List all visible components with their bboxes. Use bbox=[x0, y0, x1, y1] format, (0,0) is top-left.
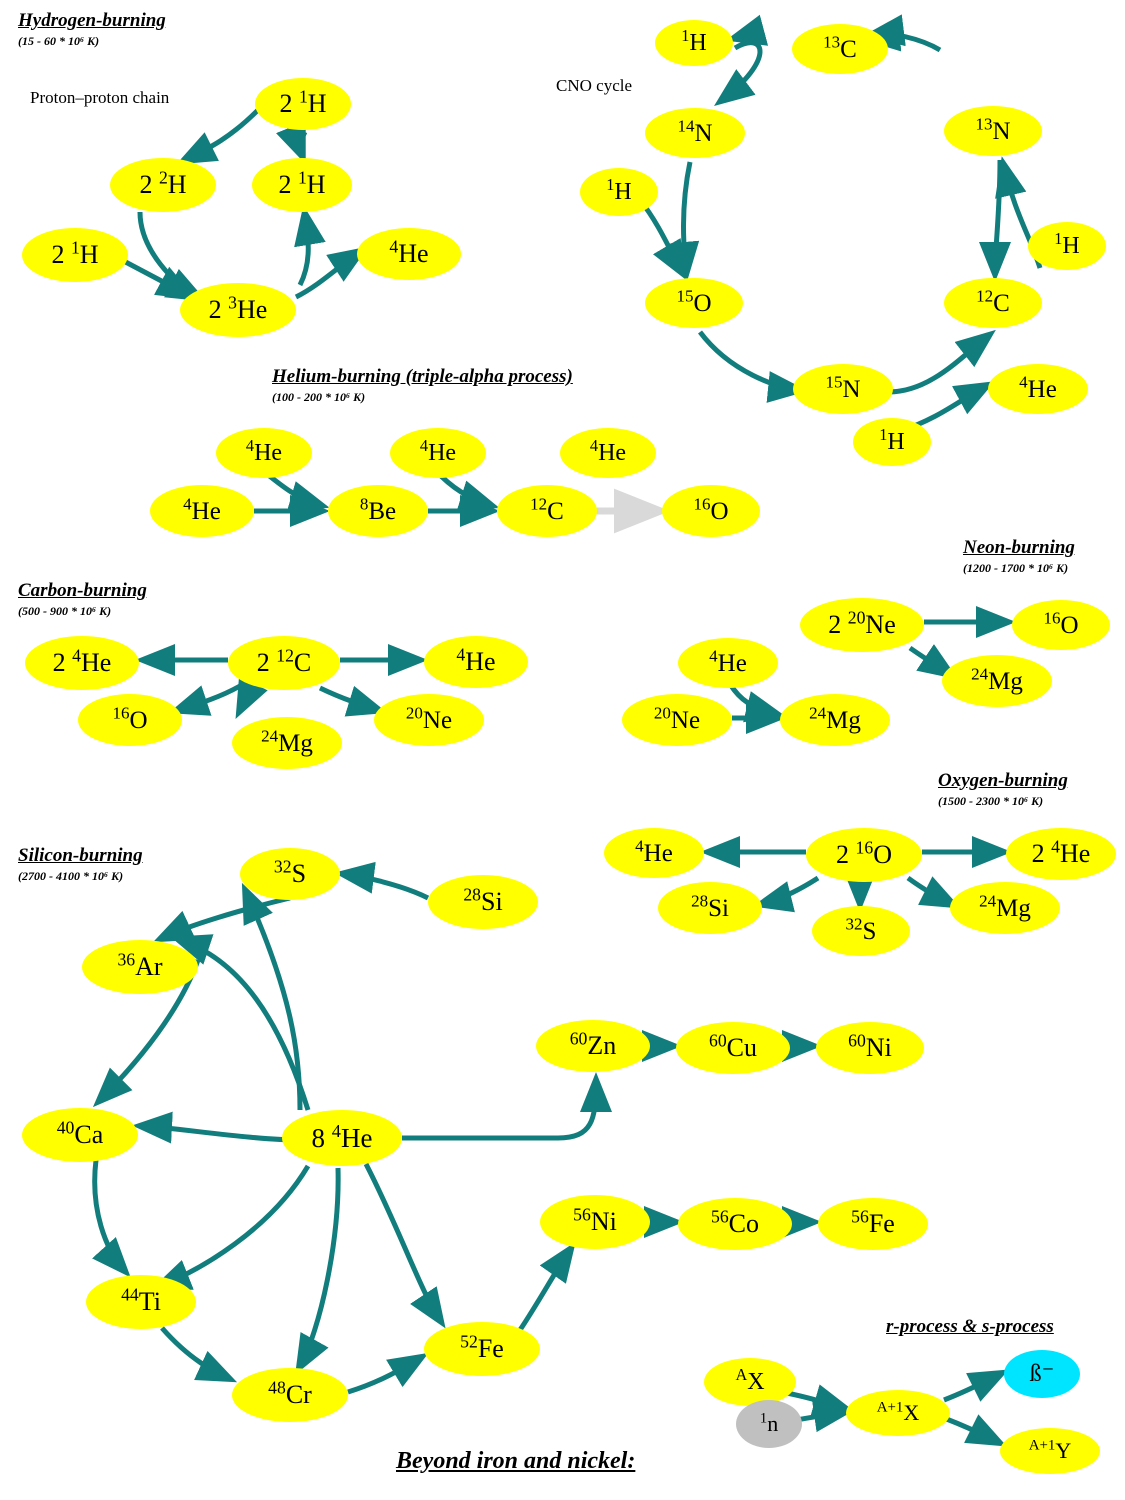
nuclide-rs-n1 bbox=[736, 1400, 802, 1448]
nuclide-he-he4-a bbox=[216, 428, 312, 478]
nuclide-cno-h1-right bbox=[1028, 222, 1106, 270]
nuclide-rs-ax bbox=[704, 1358, 796, 1406]
heading-hydrogen bbox=[18, 10, 166, 49]
nuclide-nb-mg24-b bbox=[780, 694, 890, 746]
heading-title: Hydrogen-burning bbox=[18, 10, 166, 31]
nuclide-label: $^4$He bbox=[389, 236, 429, 268]
nuclide-label: $^4$He bbox=[245, 436, 283, 466]
nuclide-label: 8 $^4$He bbox=[311, 1120, 373, 1153]
heading-title: Carbon-burning bbox=[18, 580, 147, 601]
nuclide-label: $^1$H bbox=[606, 175, 632, 205]
nuclide-label: 2 $^1$H bbox=[278, 167, 326, 199]
nuclide-label: ß⁻ bbox=[1029, 1361, 1055, 1387]
heading-sub: (15 - 60 * 10⁶ K) bbox=[18, 34, 100, 48]
nuclide-label: $^1$H bbox=[879, 425, 905, 455]
nuclide-label: $^{24}$Mg bbox=[979, 891, 1031, 922]
nuclide-label: 2 $^3$He bbox=[208, 292, 268, 324]
nuclide-si-fe52 bbox=[424, 1322, 540, 1376]
nuclide-label: $^1$H bbox=[681, 26, 707, 56]
nuclide-nb-o16 bbox=[1012, 600, 1110, 650]
nuclide-label: $^{13}$N bbox=[975, 114, 1011, 145]
nuclide-label: $^{56}$Co bbox=[710, 1206, 759, 1238]
nuclide-label: $^{32}$S bbox=[273, 856, 307, 888]
nuclide-ob-si28 bbox=[658, 882, 762, 934]
heading-neon bbox=[963, 537, 1075, 576]
nuclide-cno-n15 bbox=[793, 364, 893, 414]
nuclide-label: $^{20}$Ne bbox=[405, 703, 453, 734]
nuclide-cb-2he4 bbox=[25, 636, 139, 690]
nuclide-label: $^{16}$O bbox=[112, 703, 148, 734]
nuclide-label: $^{24}$Mg bbox=[261, 726, 313, 757]
nuclide-si-ar36 bbox=[82, 940, 198, 994]
nuclide-label: $^{14}$N bbox=[677, 116, 713, 147]
nuclide-si-co56 bbox=[678, 1198, 792, 1250]
heading-sub: (1200 - 1700 * 10⁶ K) bbox=[963, 561, 1069, 575]
nuclide-label: $^{32}$S bbox=[845, 914, 877, 945]
heading-oxygen bbox=[938, 770, 1068, 809]
nuclide-label: $^4$He bbox=[183, 494, 221, 525]
nuclide-he-c12 bbox=[497, 485, 597, 537]
nuclide-label: $^{52}$Fe bbox=[460, 1331, 504, 1363]
nuclide-label: $^{60}$Ni bbox=[848, 1030, 892, 1062]
nuclide-nb-ne20 bbox=[622, 694, 732, 746]
nuclide-pp-2h1-right bbox=[252, 158, 352, 212]
nuclide-rs-a1y bbox=[1000, 1428, 1100, 1474]
nuclide-label: $^8$Be bbox=[359, 494, 397, 525]
heading-silicon bbox=[18, 845, 143, 884]
heading-sub: (100 - 200 * 10⁶ K) bbox=[272, 390, 366, 404]
nuclide-label: $^1$H bbox=[1054, 229, 1080, 259]
nuclide-label: $^{12}$C bbox=[530, 494, 564, 525]
heading-title: Oxygen-burning bbox=[938, 770, 1068, 791]
nuclide-pp-he4 bbox=[357, 228, 461, 280]
nuclide-label: $^{13}$C bbox=[823, 32, 857, 63]
nuclide-he-he4-b bbox=[390, 428, 486, 478]
nuclide-si-fe56 bbox=[818, 1198, 928, 1250]
heading-title: Neon-burning bbox=[963, 537, 1075, 558]
nuclide-si-ti44 bbox=[86, 1275, 196, 1329]
heading-helium bbox=[272, 366, 573, 405]
nuclide-si-s32 bbox=[240, 848, 340, 900]
nuclide-ob-mg24 bbox=[950, 882, 1060, 934]
nuclide-cb-o16 bbox=[78, 694, 182, 746]
nuclide-label: $^4$He bbox=[589, 436, 627, 466]
nuclide-he-be8 bbox=[328, 485, 428, 537]
nuclide-si-zn60 bbox=[536, 1020, 650, 1072]
label-proton-proton-chain: Proton–proton chain bbox=[30, 88, 170, 107]
nuclide-label: $^{15}$O bbox=[676, 286, 712, 317]
nuclide-label: 2 $^{20}$Ne bbox=[828, 607, 896, 639]
nuclide-ob-2he4 bbox=[1006, 828, 1116, 880]
nuclide-label: 2 $^1$H bbox=[279, 86, 327, 118]
nuclide-cno-h1-top bbox=[655, 20, 733, 66]
nuclide-label: $^4$He bbox=[456, 644, 496, 676]
nuclide-cno-h1-bottom bbox=[853, 418, 931, 466]
nuclide-label: 2 $^4$He bbox=[52, 645, 112, 677]
nuclide-label: 2 $^{16}$O bbox=[836, 837, 892, 869]
heading-title: r-process & s-process bbox=[886, 1316, 1054, 1337]
nuclide-label: $^{60}$Zn bbox=[569, 1028, 617, 1060]
nuclide-label: 2 $^1$H bbox=[51, 237, 99, 269]
nuclide-label: $^{A+1}$X bbox=[876, 1399, 920, 1425]
nuclide-nb-he4 bbox=[678, 638, 778, 688]
label-cno-cycle: CNO cycle bbox=[556, 76, 633, 95]
nuclide-si-ca40 bbox=[22, 1108, 138, 1162]
nuclide-label: $^{24}$Mg bbox=[809, 703, 861, 734]
nuclide-cb-c12 bbox=[228, 636, 340, 690]
nuclide-ob-2o16 bbox=[806, 828, 922, 882]
nuclide-he-he4-start bbox=[150, 485, 254, 537]
nuclide-he-o16 bbox=[662, 485, 760, 537]
nuclide-label: $^{28}$Si bbox=[463, 884, 503, 916]
nuclide-rs-beta bbox=[1004, 1350, 1080, 1398]
heading-carbon bbox=[18, 580, 147, 619]
nuclide-label: $^1$n bbox=[759, 1410, 779, 1436]
heading-r-s-process bbox=[886, 1316, 1054, 1338]
nuclide-label: $^{56}$Fe bbox=[851, 1206, 895, 1238]
nuclide-label: $^{12}$C bbox=[976, 286, 1010, 317]
nuclide-label: $^4$He bbox=[635, 836, 673, 867]
nuclide-cno-n14 bbox=[645, 108, 745, 158]
nuclide-nb-mg24 bbox=[942, 655, 1052, 707]
nuclide-label: $^{16}$O bbox=[693, 494, 729, 525]
nuclide-cno-c13 bbox=[792, 24, 888, 74]
nuclide-nb-2ne20 bbox=[800, 598, 924, 652]
nuclide-label: $^{20}$Ne bbox=[653, 703, 701, 734]
nuclide-label: $^4$He bbox=[419, 436, 457, 466]
nuclide-he-he4-c bbox=[560, 428, 656, 478]
nuclide-cno-c12 bbox=[944, 278, 1042, 328]
nuclide-label: $^{28}$Si bbox=[691, 891, 729, 922]
heading-title: Silicon-burning bbox=[18, 845, 143, 866]
heading-sub: (500 - 900 * 10⁶ K) bbox=[18, 604, 112, 618]
nuclide-cb-he4 bbox=[424, 636, 528, 688]
nuclide-label: $^4$He bbox=[1019, 372, 1057, 403]
nuclide-label: $^4$He bbox=[709, 646, 747, 677]
nuclide-si-cu60 bbox=[676, 1022, 790, 1074]
nuclide-pp-2h1-top bbox=[255, 78, 351, 130]
nuclide-cb-ne20 bbox=[374, 694, 484, 746]
nuclide-label: 2 $^2$H bbox=[139, 167, 187, 199]
nuclide-cno-o15 bbox=[645, 278, 743, 328]
nuclide-label: $^{60}$Cu bbox=[708, 1030, 757, 1062]
nuclide-cno-h1-left bbox=[580, 168, 658, 216]
nuclide-cno-n13 bbox=[944, 106, 1042, 156]
nuclide-si-ni56 bbox=[540, 1195, 650, 1249]
nuclide-pp-2h1-left bbox=[22, 228, 128, 282]
nuclide-ob-he4 bbox=[604, 828, 704, 878]
nuclide-label: $^{24}$Mg bbox=[971, 664, 1023, 695]
nuclide-label: $^{56}$Ni bbox=[573, 1204, 617, 1236]
nuclide-label: $^A$X bbox=[735, 1365, 765, 1395]
heading-sub: (1500 - 2300 * 10⁶ K) bbox=[938, 794, 1044, 808]
nuclide-label: $^{44}$Ti bbox=[121, 1284, 161, 1316]
heading-title: Helium-burning (triple-alpha process) bbox=[272, 366, 573, 387]
nuclide-si-ni60 bbox=[816, 1022, 924, 1074]
nuclide-cno-he4 bbox=[988, 364, 1088, 414]
nuclide-label: 2 $^4$He bbox=[1031, 836, 1091, 868]
nuclide-label: 2 $^{12}$C bbox=[256, 645, 312, 677]
nuclide-label: $^{36}$Ar bbox=[117, 949, 163, 981]
nuclide-ob-s32 bbox=[812, 906, 910, 956]
nuclide-label: $^{16}$O bbox=[1043, 608, 1079, 639]
heading-sub: (2700 - 4100 * 10⁶ K) bbox=[18, 869, 124, 883]
nuclide-label: $^{40}$Ca bbox=[56, 1117, 104, 1149]
nuclide-pp-2h2 bbox=[110, 158, 216, 212]
nuclide-rs-a1x bbox=[846, 1390, 950, 1436]
nuclide-cb-mg24 bbox=[232, 717, 342, 769]
nuclide-label: $^{48}$Cr bbox=[268, 1377, 312, 1409]
nuclide-pp-2he3 bbox=[180, 283, 296, 337]
nuclide-si-si28 bbox=[428, 875, 538, 929]
nuclide-si-cr48 bbox=[232, 1368, 348, 1422]
bottom-title: Beyond iron and nickel: bbox=[396, 1448, 636, 1474]
nuclide-si-8he4 bbox=[282, 1110, 402, 1166]
nuclide-label: $^{A+1}$Y bbox=[1028, 1437, 1072, 1463]
nuclide-label: $^{15}$N bbox=[825, 372, 861, 403]
